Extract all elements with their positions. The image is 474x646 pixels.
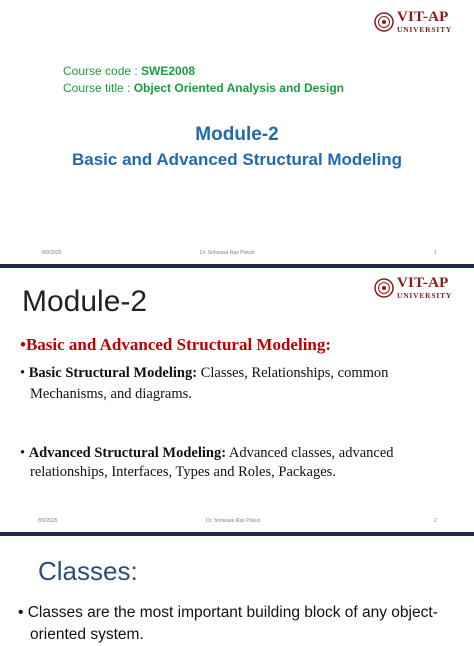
- basic-modeling-continuation: Mechanisms, and diagrams.: [30, 386, 192, 402]
- course-code-value: SWE2008: [141, 64, 196, 78]
- logo-name: VIT-AP: [397, 9, 449, 25]
- course-code-label: Course code :: [63, 64, 142, 78]
- logo-name: VIT-AP: [397, 275, 449, 291]
- logo-subtitle: UNIVERSITY: [397, 291, 453, 300]
- course-code-line: [63, 64, 195, 78]
- course-title-label: Course title :: [63, 81, 134, 95]
- heading-text: Basic and Advanced Structural Modeling:: [25, 335, 332, 354]
- slide-1: [0, 0, 474, 264]
- footer-page-number: 1: [434, 250, 437, 256]
- slide-title: Module-2: [22, 285, 148, 318]
- logo-subtitle: UNIVERSITY: [397, 25, 453, 34]
- classes-text-line-2: oriented system.: [30, 626, 144, 643]
- classes-text-line-1: Classes are the most important building block of any object-: [27, 604, 438, 621]
- classes-bullet: [18, 602, 438, 646]
- university-seal-icon: [374, 12, 394, 32]
- basic-modeling-item: [20, 363, 388, 383]
- footer-date: 8/9/2025: [42, 250, 62, 256]
- bullet-icon: •: [20, 445, 29, 461]
- module-title: Module-2: [195, 124, 279, 145]
- course-title-line: [63, 81, 344, 95]
- slide-3: [0, 536, 474, 643]
- basic-modeling-label: Basic Structural Modeling:: [28, 365, 198, 381]
- slide-title: Classes:: [38, 556, 138, 586]
- module-subtitle: Basic and Advanced Structural Modeling: [72, 150, 402, 169]
- bullet-icon: •: [20, 335, 26, 354]
- bullet-icon: •: [18, 604, 28, 621]
- university-seal-icon: [374, 278, 394, 298]
- basic-modeling-text: Classes, Relationships, common: [197, 365, 389, 381]
- heading-bullet: [20, 335, 331, 355]
- footer-author: Dr. Srinivasa Rao Pokuri: [206, 518, 261, 524]
- advanced-modeling-continuation: relationships, Interfaces, Types and Roles, Packages.: [30, 464, 336, 480]
- bullet-icon: •: [20, 365, 29, 381]
- advanced-modeling-text: Advanced classes, advanced: [226, 445, 394, 461]
- footer-page-number: 2: [434, 518, 437, 524]
- advanced-modeling-item: [20, 443, 394, 463]
- university-logo: [374, 276, 452, 300]
- slide-2: [0, 268, 474, 532]
- course-title-value: Object Oriented Analysis and Design: [133, 81, 344, 95]
- footer-author: Dr. Srinivasa Rao Pokuri: [200, 250, 255, 256]
- footer-date: 8/9/2025: [38, 518, 58, 524]
- advanced-modeling-label: Advanced Structural Modeling:: [28, 445, 227, 461]
- university-logo: [374, 10, 452, 34]
